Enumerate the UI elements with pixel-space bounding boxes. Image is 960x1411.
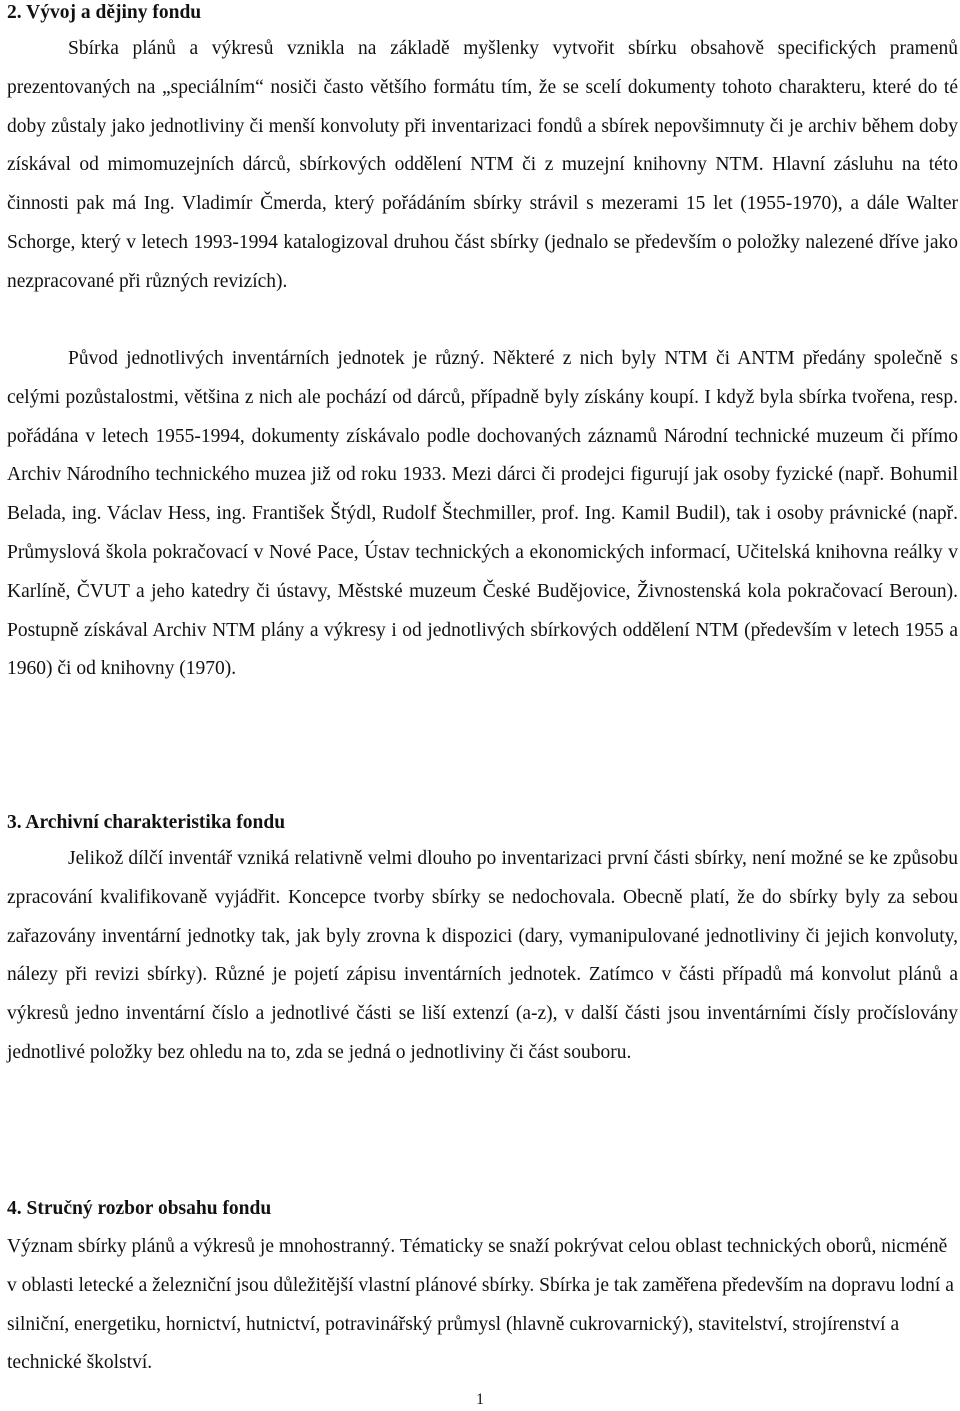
- section-4-paragraph-1: Význam sbírky plánů a výkresů je mnohostranný. Tématicky se snaží pokrývat celou oblast technických oborů, nicméně v oblasti letecké a železniční jsou důležitější vlastní plánové sbírky. Sbírka je tak zaměřena především na dopravu lodní a silniční, energetiku, hornictví, hutnictví, potravinářský průmysl (hlavně cukrovarnický), stavitelství, strojírenství a technické školství.: [7, 1236, 954, 1374]
- section-2-paragraph-1: Sbírka plánů a výkresů vznikla na základě myšlenky vytvořit sbírku obsahově specifických pramenů prezentovaných na „speciálním“ nosiči často většího formátu tím, že se scelí dokumenty tohoto charakteru, které do té doby zůstaly jako jednotliviny či menší konvoluty při inventarizaci fondů a sbírek nepovšimnuty či je archiv během doby získával od mimomuzejních dárců, sbírkových oddělení NTM či z muzejní knihovny NTM. Hlavní zásluhu na této činnosti pak má Ing. Vladimír Čmerda, který pořádáním sbírky strávil s mezerami 15 let (1955-1970), a dále Walter Schorge, který v letech 1993-1994 katalogizoval druhou část sbírky (jednalo se především o položky nalezené dříve jako nezpracované při různých revizích).: [7, 38, 958, 292]
- section-2-paragraph-2: Původ jednotlivých inventárních jednotek je různý. Některé z nich byly NTM či ANTM předány společně s celými pozůstalostmi, většina z nich ale pochází od dárců, případně byly získány koupí. I když byla sbírka tvořena, resp. pořádána v letech 1955-1994, dokumenty získávalo podle dochovaných záznamů Národní technické muzeum či přímo Archiv Národního technického muzea již od roku 1933. Mezi dárci či prodejci figurují jak osoby fyzické (např. Bohumil Belada, ing. Václav Hess, ing. František Štýdl, Rudolf Štechmiller, prof. Ing. Kamil Budil), tak i osoby právnické (např. Průmyslová škola pokračovací v Nové Pace, Ústav technických a ekonomických informací, Učitelská knihovna reálky v Karlíně, ČVUT a jeho katedry či ústavy, Městské muzeum České Budějovice, Živnostenská kola pokračovací Beroun). Postupně získával Archiv NTM plány a výkresy i od jednotlivých sbírkových oddělení NTM (především v letech 1955 a 1960) či od knihovny (1970).: [7, 348, 958, 680]
- section-2-title: 2. Vývoj a dějiny fondu: [7, 2, 202, 23]
- section-4-title: 4. Stručný rozbor obsahu fondu: [7, 1198, 272, 1219]
- page-number: 1: [476, 1391, 484, 1408]
- section-3-paragraph-1: Jelikož dílčí inventář vzniká relativně velmi dlouho po inventarizaci první části sbírky, není možné se ke způsobu zpracování kvalifikovaně vyjádřit. Koncepce tvorby sbírky se nedochovala. Obecně platí, že do sbírky byly za sebou zařazovány inventární jednotky tak, jak byly zrovna k dispozici (dary, vymanipulované jednotliviny či jejich konvoluty, nálezy při revizi sbírky). Různé je pojetí zápisu inventárních jednotek. Zatímco v části případů má konvolut plánů a výkresů jedno inventární číslo a jednotlivé části se liší extenzí (a-z), v další části jsou inventárními čísly pročíslovány jednotlivé položky bez ohledu na to, zda se jedná o jednotliviny či část souboru.: [7, 848, 958, 1063]
- section-3-title: 3. Archivní charakteristika fondu: [7, 812, 286, 833]
